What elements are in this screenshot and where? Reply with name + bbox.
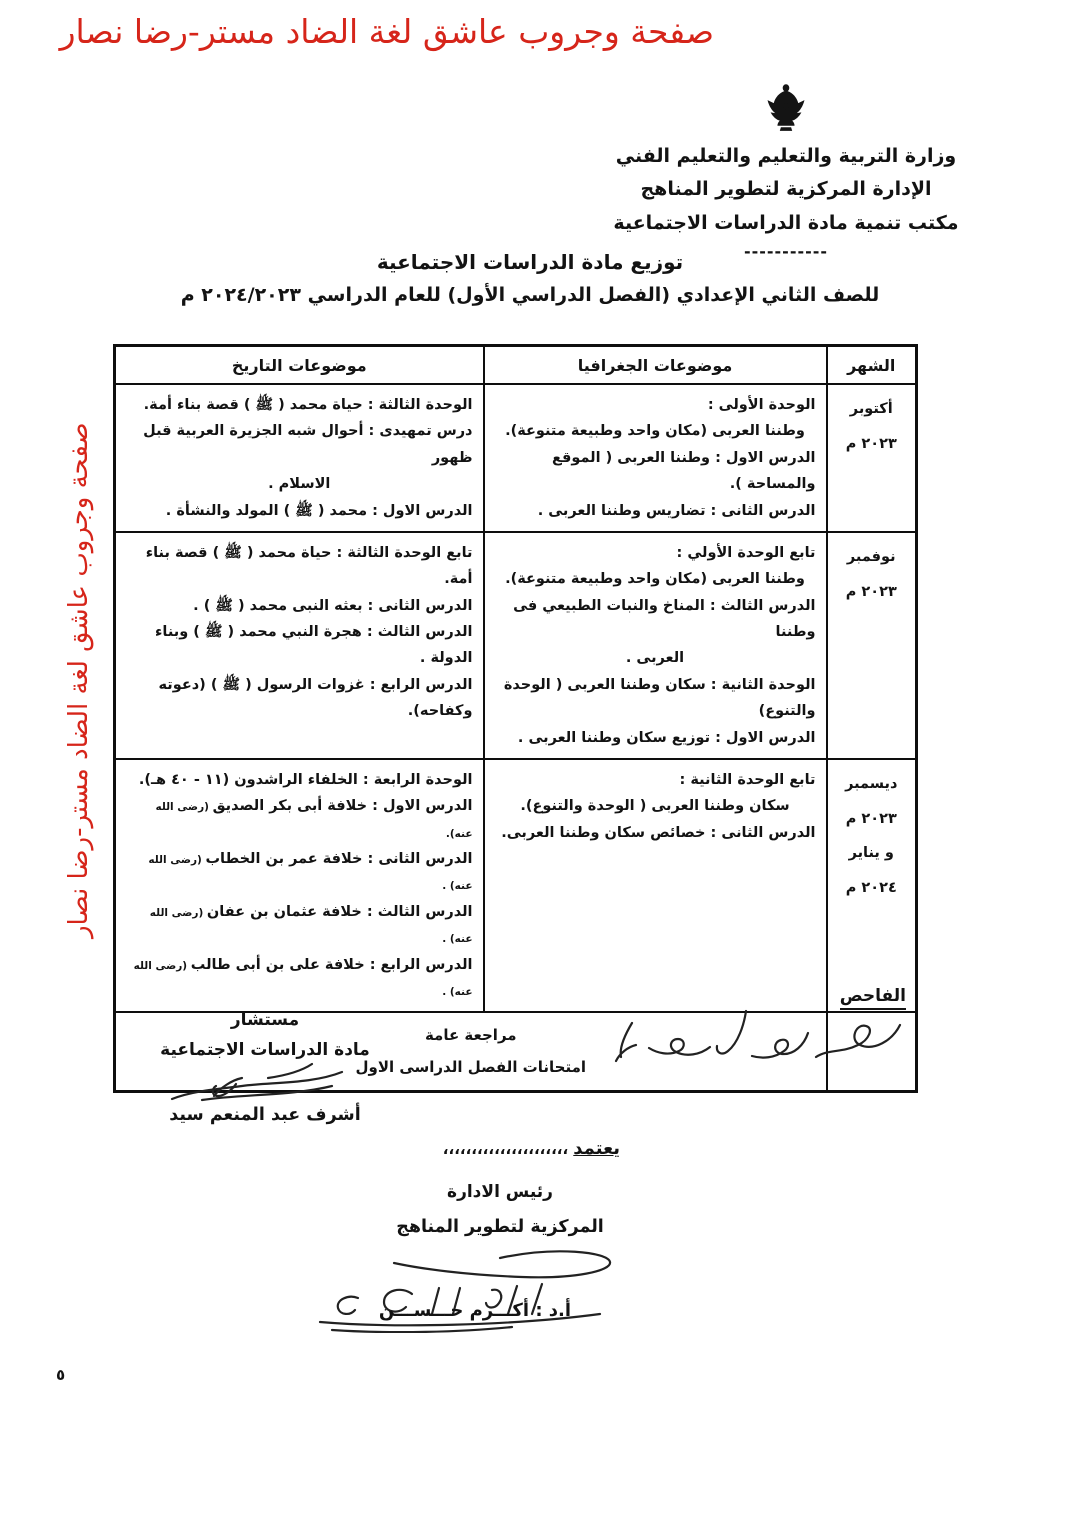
history-line: الاسلام . (268, 476, 331, 493)
history-cell (115, 532, 484, 759)
table-header-row (115, 346, 917, 385)
geography-column-header: موضوعات الجغرافيا (484, 346, 827, 385)
office-name: مكتب تنمية مادة الدراسات الاجتماعية (613, 211, 959, 234)
honorific-note: (رضى الله عنه) . (148, 854, 473, 893)
history-column-header: موضوعات التاريخ (115, 346, 484, 385)
month-line: نوفمبر (846, 548, 896, 565)
geography-line: وطننا العربى (مكان واحد وطبيعة متنوعة). (505, 423, 805, 440)
honorific-note: (رضى الله عنه) . (133, 959, 473, 998)
geography-line: الوحدة الثانية : سكان وطننا العربى ( الوحدة والتنوع) (503, 676, 816, 720)
approved-dots: ،،،،،،،،،،،،،،،،،،،،،، (442, 1140, 569, 1158)
history-line: الدرس الثالث : خلافة عثمان بن عفان (رضى الله عنه) . (149, 903, 473, 946)
ministry-name: وزارة التربية والتعليم والتعليم الفني (615, 145, 957, 167)
schedule-row (115, 384, 917, 532)
history-line: تابع الوحدة الثالثة : حياة محمد ( ﷺ ) قصة بناء أمة. (145, 544, 473, 588)
curriculum-table-body (115, 384, 917, 1092)
advisor-title: مستشار (230, 1010, 300, 1030)
month-cell (827, 759, 917, 1012)
geography-line: العربى . (625, 650, 685, 667)
examiner-label: الفاحص (840, 986, 906, 1010)
chief-title-line-2: المركزية لتطوير المناهج (396, 1217, 604, 1237)
history-line: الدرس الرابع : خلافة على بن أبى طالب (رضى الله عنه) . (133, 956, 473, 998)
geography-line: الدرس الثانى : خصائص سكان وطننا العربى. (501, 824, 816, 841)
month-line: ٢٠٢٣ م (845, 435, 897, 452)
review-line: مراجعة عامة (424, 1026, 517, 1045)
advisor-subject: مادة الدراسات الاجتماعية (160, 1040, 370, 1060)
central-administration-name: الإدارة المركزية لتطوير المناهج (640, 178, 932, 201)
curriculum-table (113, 344, 918, 1093)
header-divider: ----------- (743, 241, 829, 261)
month-cell (827, 384, 917, 532)
geography-cell (484, 384, 827, 532)
review-line: امتحانات الفصل الدراسى الاول (355, 1057, 587, 1076)
history-line: الدرس الرابع : غزوات الرسول ( ﷺ ) (دعوته وكفاحه). (158, 676, 473, 720)
geography-line: الوحدة الأولى : (707, 397, 816, 413)
month-line: ديسمبر (845, 775, 898, 792)
geography-line: الدرس الاول : وطننا العربى ( الموقع والمساحة ). (551, 449, 816, 493)
month-cell (827, 532, 917, 759)
advisor-signature (162, 1058, 347, 1110)
document-title (120, 250, 940, 306)
history-line: الدرس الثانى : خلافة عمر بن الخطاب (رضى الله عنه) . (148, 851, 473, 893)
watermark-side-text: صفحة وجروب عاشق لغة الضاد مستر-رضا نصار (64, 422, 94, 938)
approval-line (380, 1138, 620, 1159)
month-column-header: الشهر (827, 346, 917, 385)
history-cell (115, 759, 484, 1012)
history-line: الوحدة الرابعة : الخلفاء الراشدون (١١ - ٤٠ هـ). (138, 771, 473, 788)
geography-line: الدرس الثالث : المناخ والنبات الطبيعي فى وطننا (513, 597, 816, 640)
schedule-row (115, 759, 917, 1012)
ministry-header (610, 82, 962, 261)
geography-line: سكان وطننا العربى ( الوحدة والتنوع). (520, 798, 790, 815)
month-line: ٢٠٢٣ م (845, 583, 897, 600)
history-line: الدرس الثانى : بعثه النبى محمد ( ﷺ ) . (193, 597, 473, 614)
month-line: ٢٠٢٣ م (845, 810, 897, 827)
geography-line: تابع الوحدة الثانية : (679, 771, 816, 788)
month-line: ٢٠٢٤ م (845, 880, 897, 897)
geography-line: وطننا العربى (مكان واحد وطبيعة متنوعة). (505, 571, 805, 588)
geography-cell (484, 759, 827, 1012)
title-line-2: للصف الثاني الإعدادي (الفصل الدراسي الأول) للعام الدراسي ٢٠٢٤/٢٠٢٣ م (180, 284, 880, 306)
geography-line: الدرس الثانى : تضاريس وطننا العربى . (537, 502, 816, 519)
chief-title-line-1: رئيس الادارة (447, 1182, 553, 1202)
egypt-eagle-emblem-icon (764, 82, 808, 136)
history-line: الوحدة الثالثة : حياة محمد ( ﷺ ) قصة بناء أمة. (143, 397, 473, 413)
page-number: ٥ (56, 1366, 66, 1384)
honorific-note: (رضى الله عنه). (155, 801, 473, 840)
watermark-top-text: صفحة وجروب عاشق لغة الضاد مستر-رضا نصار (59, 12, 714, 51)
history-cell (115, 384, 484, 532)
month-line: أكتوبر (849, 401, 893, 417)
honorific-note: (رضى الله عنه) . (149, 906, 473, 946)
geography-cell (484, 532, 827, 759)
history-line: الدرس الاول : خلافة أبى بكر الصديق (رضى الله عنه). (155, 798, 473, 840)
chief-name: أ.د : أكـــرم حـــســـن (378, 1300, 572, 1321)
history-line: الدرس الاول : محمد ( ﷺ ) المولد والنشأة . (165, 502, 473, 519)
history-line: درس تمهيدى : أحوال شبه الجزيرة العربية قبل ظهور (143, 423, 473, 466)
schedule-row (115, 532, 917, 759)
geography-line: تابع الوحدة الأولي : (676, 544, 816, 561)
advisor-name: أشرف عبد المنعم سيد (169, 1105, 361, 1125)
examiner-signature (588, 995, 908, 1085)
geography-line: الدرس الاول : توزيع سكان وطننا العربى . (517, 729, 816, 746)
month-line: و يناير (848, 845, 894, 862)
approved-word: يعتمد (573, 1138, 620, 1159)
history-line: الدرس الثالث : هجرة النبي محمد ( ﷺ ) وبناء الدولة . (155, 624, 473, 667)
title-line-1: توزيع مادة الدراسات الاجتماعية (376, 250, 684, 274)
